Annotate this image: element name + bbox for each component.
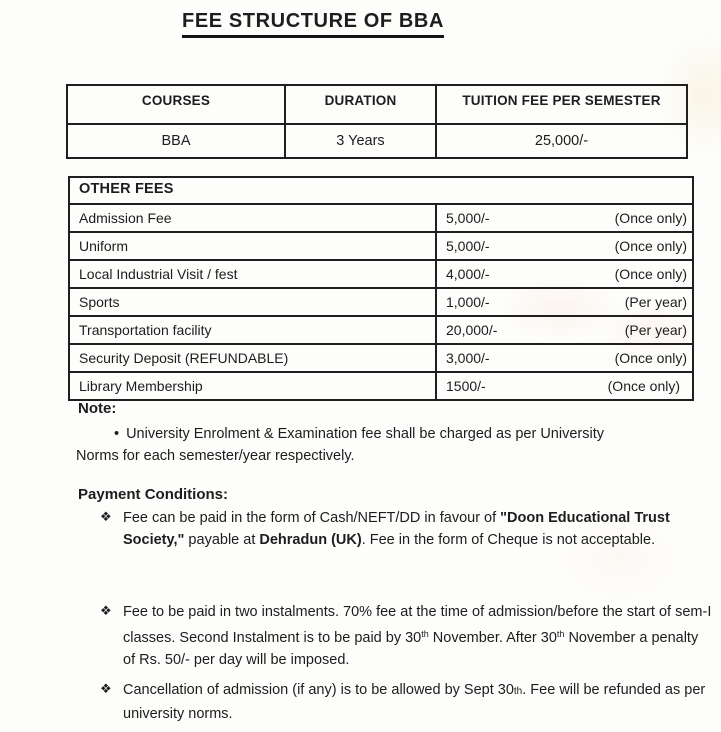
table-row — [70, 343, 692, 371]
fee-frequency: (Once only) — [614, 238, 687, 254]
tuition-cell: 25,000/- — [436, 124, 687, 158]
fee-value-cell — [437, 345, 692, 371]
duration-cell: 3 Years — [285, 124, 436, 158]
fee-amount: 3,000/- — [446, 350, 490, 366]
fee-name: Admission Fee — [70, 205, 437, 231]
fee-name: Security Deposit (REFUNDABLE) — [70, 345, 437, 371]
fee-name: Library Membership — [70, 373, 437, 399]
fee-frequency: (Once only) — [614, 266, 687, 282]
fee-frequency: (Per year) — [624, 294, 687, 310]
fee-frequency: (Once only) — [614, 210, 687, 226]
fee-value-cell — [437, 373, 692, 399]
fee-value-cell — [437, 233, 692, 259]
other-fees-table — [68, 176, 694, 401]
fee-amount: 5,000/- — [446, 238, 490, 254]
payment-bullet-2 — [100, 601, 713, 671]
fee-frequency: (Once only) — [614, 350, 687, 366]
fee-amount: 1,000/- — [446, 294, 490, 310]
diamond-bullet-icon: ❖ — [100, 509, 112, 524]
bullet-dot-icon: • — [114, 426, 120, 442]
note-text: University Enrolment & Examination fee shall be charged as per University Norms for each semester/year respectively. — [76, 426, 604, 464]
fee-name: Uniform — [70, 233, 437, 259]
payment-bullet-1 — [100, 507, 685, 551]
table-row — [70, 259, 692, 287]
fee-name: Local Industrial Visit / fest — [70, 261, 437, 287]
payment-bullet-text: Fee to be paid in two instalments. 70% fee at the time of admission/before the start of sem-I classes. Second Instalment is to be paid by 30th November. After 30th November a penalty of Rs. 50/- per day will be imposed. — [123, 604, 712, 668]
fee-value-cell — [437, 289, 692, 315]
fee-value-cell — [437, 205, 692, 231]
fee-amount: 20,000/- — [446, 322, 498, 338]
fee-value-cell — [437, 317, 692, 343]
fee-amount: 5,000/- — [446, 210, 490, 226]
course-cell: BBA — [67, 124, 285, 158]
fee-value-cell — [437, 261, 692, 287]
payment-bullet-text: Fee can be paid in the form of Cash/NEFT/DD in favour of "Doon Educational Trust Society," payable at Dehradun (UK). Fee in the form of Cheque is not acceptable. — [123, 510, 670, 548]
diamond-bullet-icon: ❖ — [100, 603, 112, 618]
course-table-header-courses: COURSES — [67, 85, 285, 124]
diamond-bullet-icon: ❖ — [100, 681, 112, 696]
fee-amount: 4,000/- — [446, 266, 490, 282]
note-label: Note: — [78, 400, 117, 417]
course-table-header-tuition: TUITION FEE PER SEMESTER — [436, 85, 687, 124]
table-row — [70, 203, 692, 231]
table-row — [70, 287, 692, 315]
table-row — [70, 315, 692, 343]
note-paragraph — [76, 423, 628, 467]
fee-frequency: (Once only) — [607, 378, 680, 394]
payment-bullet-3 — [100, 679, 713, 725]
other-fees-table-header: OTHER FEES — [79, 181, 174, 197]
course-table-header-duration: DURATION — [285, 85, 436, 124]
table-row — [70, 371, 692, 399]
course-fee-table — [66, 84, 688, 159]
payment-conditions-label: Payment Conditions: — [78, 486, 229, 503]
fee-name: Transportation facility — [70, 317, 437, 343]
fee-amount: 1500/- — [446, 378, 486, 394]
course-table-header-row — [67, 85, 687, 124]
fee-frequency: (Per year) — [624, 322, 687, 338]
course-table-data-row — [67, 124, 687, 158]
payment-bullet-text: Cancellation of admission (if any) is to be allowed by Sept 30th. Fee will be refunded as per university norms. — [123, 682, 706, 722]
table-row — [70, 231, 692, 259]
page-title: FEE STRUCTURE OF BBA — [182, 10, 444, 38]
fee-name: Sports — [70, 289, 437, 315]
